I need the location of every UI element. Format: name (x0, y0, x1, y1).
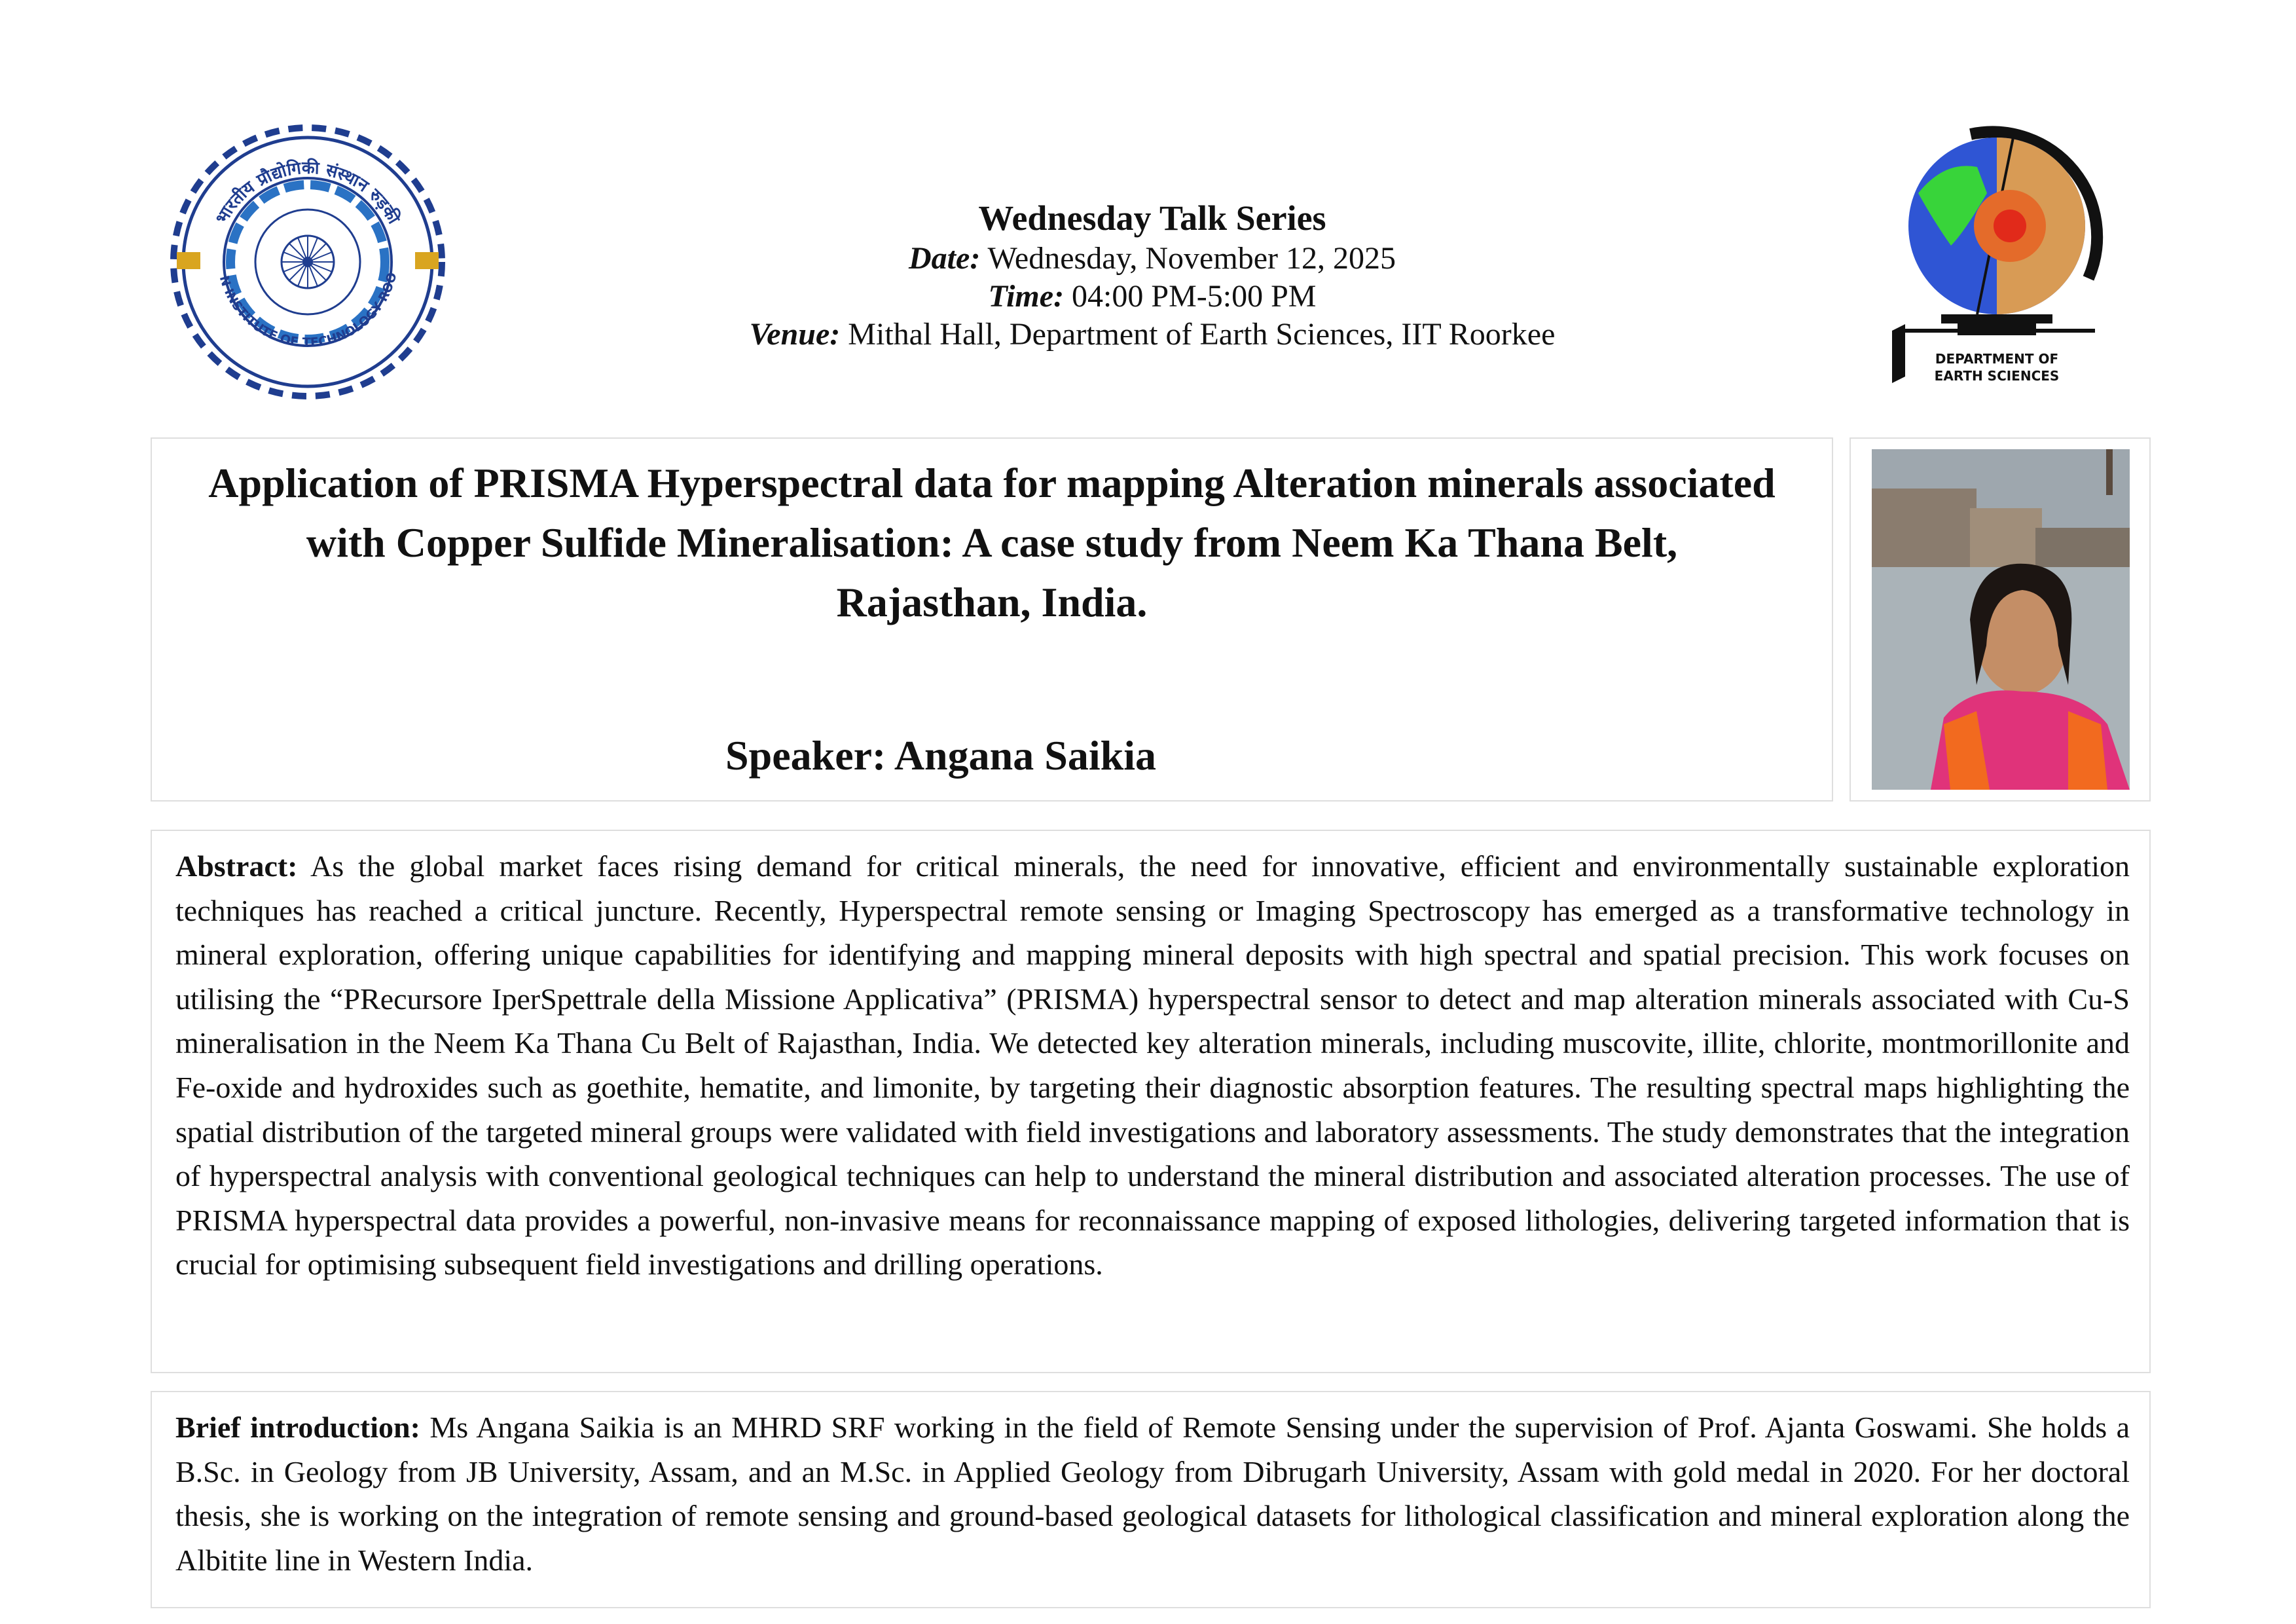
intro-paragraph (175, 1405, 2130, 1582)
speaker-photo-box (1850, 437, 2151, 802)
abstract-text: As the global market faces rising demand for critical minerals, the need for innovative, efficient and environmentally sustainable exploration techniques has reached a critical juncture. Recently, Hyperspectral remote sensing or Imaging Spectroscopy has emerged as a transformative technology in mineral exploration, offering unique capabilities for identifying and mapping mineral deposits with high spectral and spatial precision. This work focuses on utilising the “PRecursore IperSpettrale della Missione Applicativa” (PRISMA) hyperspectral sensor to detect and map alteration minerals associated with Cu-S mineralisation in the Neem Ka Thana Cu Belt of Rajasthan, India. We detected key alteration minerals, including muscovite, illite, chlorite, montmorillonite and Fe-oxide and hydroxides such as goethite, hematite, and limonite, by targeting their diagnostic absorption features. The resulting spectral maps highlighting the spatial distribution of the targeted mineral groups were validated with field investigations and laboratory assessments. The study demonstrates that the integration of hyperspectral analysis with conventional geological techniques can help to understand the mineral distribution and associated alteration processes. The use of PRISMA hyperspectral data provides a powerful, non-invasive means for reconnaissance mapping of exposed lithologies, delivering targeted information that is crucial for optimising subsequent field investigations and drilling operations. (175, 849, 2130, 1282)
svg-text:EARTH SCIENCES: EARTH SCIENCES (1934, 368, 2060, 384)
venue-value: Mithal Hall, Department of Earth Sciences, IIT Roorkee (840, 317, 1556, 352)
talk-title-box (151, 437, 1833, 802)
time-value: 04:00 PM-5:00 PM (1064, 279, 1317, 314)
abstract-paragraph (175, 844, 2130, 1287)
intro-box (151, 1391, 2151, 1608)
event-header (537, 196, 1768, 354)
iit-roorkee-logo (157, 111, 458, 413)
svg-text:भारतीय प्रौद्योगिकी संस्थान रु: भारतीय प्रौद्योगिकी संस्थान रुड़की (211, 158, 404, 228)
speaker-photo (1872, 449, 2130, 790)
date-value: Wednesday, November 12, 2025 (980, 241, 1396, 276)
date-label: Date: (909, 241, 981, 276)
series-title: Wednesday Talk Series (978, 198, 1326, 238)
speaker-name: Speaker: Angana Saikia (725, 732, 1156, 779)
earth-sciences-logo (1872, 115, 2121, 396)
date-line (537, 240, 1768, 278)
abstract-box (151, 830, 2151, 1373)
time-label: Time: (988, 279, 1065, 314)
svg-text:DEPARTMENT OF: DEPARTMENT OF (1935, 351, 2059, 367)
venue-line (537, 316, 1768, 354)
speaker-line (152, 729, 1834, 782)
time-line (537, 278, 1768, 316)
intro-label: Brief introduction: (175, 1411, 420, 1444)
abstract-label: Abstract: (175, 849, 298, 883)
talk-title: Application of PRISMA Hyperspectral data for mapping Alteration minerals associated with Copper Sulfide Mineralisation: A case study from Neem Ka Thana Belt, Rajasthan, India. (208, 460, 1776, 625)
intro-text: Ms Angana Saikia is an MHRD SRF working in the field of Remote Sensing under the supervision of Prof. Ajanta Goswami. She holds a B.Sc. in Geology from JB University, Assam, and an M.Sc. in Applied Geology from Dibrugarh University, Assam with gold medal in 2020. For her doctoral thesis, she is working on the integration of remote sensing and ground-based geological datasets for lithological classification and mineral exploration along the Albitite line in Western India. (175, 1411, 2130, 1577)
venue-label: Venue: (749, 317, 841, 352)
svg-text:INDIAN INSTITUTE OF TECHNOLOGY: N INSTITUTE OF TECHNOLOGY ROO (216, 270, 400, 350)
